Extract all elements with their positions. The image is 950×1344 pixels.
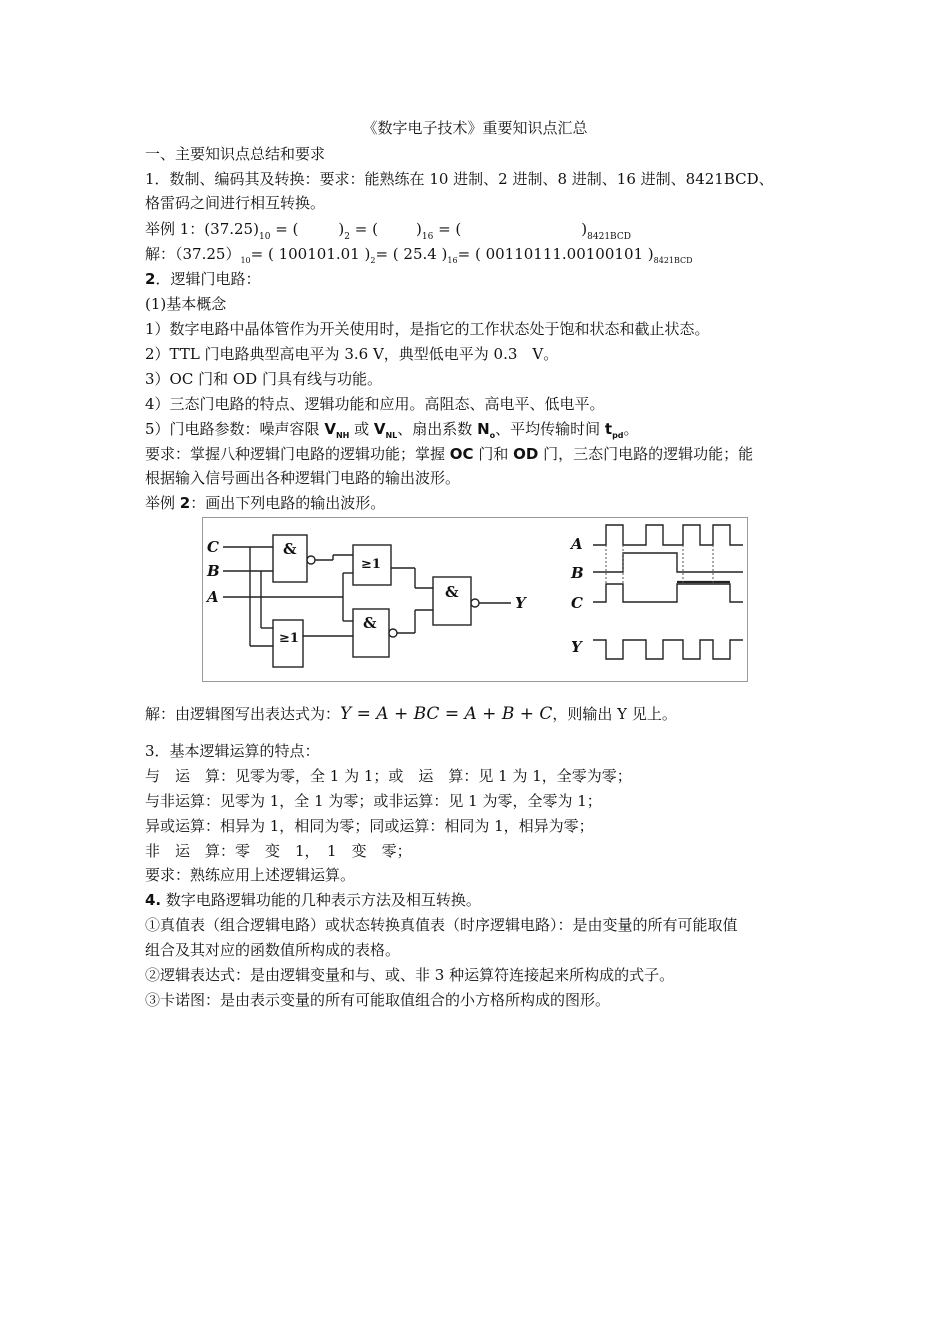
circuit-svg	[203, 518, 749, 683]
req-oc: OC	[449, 445, 474, 463]
example1-close-bcd: )	[581, 220, 588, 238]
item3-heading: 3．基本逻辑运算的特点：	[145, 742, 320, 760]
solution1-sub16: 16	[447, 256, 458, 265]
req-c: 门，三态门电路的逻辑功能；能	[538, 445, 754, 463]
item4-heading	[145, 890, 481, 910]
input-a-label: A	[207, 588, 219, 606]
example1	[145, 219, 631, 247]
example1-prefix: 举例 1：(37.25)	[145, 220, 259, 238]
p5-v2: V	[373, 420, 386, 438]
solution1-sub2: 2	[370, 256, 376, 265]
p5-end: 。	[623, 420, 639, 438]
item4-a2: 组合及其对应的函数值所构成的表格。	[145, 941, 401, 959]
wave-guides	[606, 545, 713, 584]
item2-basic: (1)基本概念	[145, 295, 227, 313]
p5-b: 、扇出系数	[397, 420, 478, 438]
wave-a-label: A	[571, 535, 583, 553]
wave-b-label: B	[571, 564, 584, 582]
item3-l5: 要求：熟练应用上述逻辑运算。	[145, 866, 356, 884]
solution1-prefix: 解：（37.25）	[145, 245, 241, 263]
solution1-bin: = ( 100101.01 )	[250, 245, 371, 263]
solution1-sub-bcd: 8421BCD	[653, 256, 693, 265]
nand2-label: &	[363, 614, 377, 632]
waveforms	[593, 525, 743, 659]
example1-eq2: = (	[354, 220, 378, 238]
solution2-formula: Y = A + BC = A + B + C	[340, 704, 553, 724]
io-labels	[205, 535, 584, 656]
item4-c: ③卡诺图：是由表示变量的所有可能取值组合的小方格所构成的图形。	[145, 991, 611, 1009]
item4-heading-num: 4.	[145, 891, 162, 909]
item2-p5	[145, 419, 639, 446]
p5-nh: NH	[335, 431, 350, 440]
ex2-b: ：画出下列电路的输出波形。	[190, 494, 386, 512]
nand1-label: &	[283, 540, 297, 558]
item3-l1: 与 运 算：见零为零，全 1 为 1；或 运 算：见 1 为 1，全零为零；	[145, 767, 632, 785]
ex2-num: 2	[179, 494, 191, 512]
example1-sub-bcd: 8421BCD	[587, 232, 631, 242]
document-title: 《数字电子技术》重要知识点汇总	[362, 119, 588, 137]
solution1-hex: = ( 25.4 )	[375, 245, 448, 263]
solution2-prefix: 解：由逻辑图写出表达式为：	[145, 705, 341, 723]
item4-b: ②逻辑表达式：是由逻辑变量和与、或、非 3 种运算符连接起来所构成的式子。	[145, 966, 675, 984]
gates	[273, 535, 479, 667]
item1-line2: 格雷码之间进行相互转换。	[145, 194, 326, 212]
waveform-b	[593, 553, 743, 572]
req-b: 门和	[473, 445, 514, 463]
item2-heading	[145, 269, 260, 289]
or1-label: ≥1	[361, 557, 381, 572]
item2-heading-num: 2	[145, 270, 156, 288]
example2	[145, 493, 385, 513]
item2-p1: 1）数字电路中晶体管作为开关使用时，是指它的工作状态处于饱和状态和截止状态。	[145, 320, 710, 338]
nand-bubble-2	[389, 629, 397, 637]
example1-close2: )	[338, 220, 345, 238]
example1-sub16: 16	[421, 232, 434, 242]
p5-nl: NL	[385, 431, 398, 440]
item1-line1: 1．数制、编码其及转换：要求：能熟练在 10 进制、2 进制、8 进制、16 进制、8421BCD、	[145, 170, 774, 188]
item4-a1: ①真值表（组合逻辑电路）或状态转换真值表（时序逻辑电路）：是由变量的所有可能取值	[145, 916, 738, 934]
item3-l4: 非 运 算：零 变 1， 1 变 零；	[145, 842, 412, 860]
waveform-c	[593, 584, 743, 602]
example1-close16: )	[415, 220, 422, 238]
or2-label: ≥1	[279, 631, 299, 646]
p5-v1: V	[324, 420, 336, 438]
nand-bubble-1	[307, 556, 315, 564]
ex2-a: 举例	[145, 494, 180, 512]
item2-requirement	[145, 444, 753, 464]
p5-t: t	[604, 420, 613, 438]
p5-or: 或	[349, 420, 374, 438]
input-c-label: C	[207, 538, 219, 556]
p5-a: 5）门电路参数：噪声容限	[145, 420, 325, 438]
item2-p3: 3）OC 门和 OD 门具有线与功能。	[145, 370, 382, 388]
item3-l2: 与非运算：见零为 1，全 1 为零；或非运算：见 1 为零，全零为 1；	[145, 792, 602, 810]
solution1	[145, 244, 693, 271]
wave-y-label: Y	[571, 638, 582, 656]
req-od: OD	[513, 445, 539, 463]
p5-o: o	[489, 431, 496, 440]
example1-eq3: = (	[438, 220, 462, 238]
item2-heading-text: ．逻辑门电路：	[155, 270, 261, 288]
example1-sub2: 2	[344, 232, 350, 242]
output-y-label: Y	[515, 594, 526, 612]
p5-pd: pd	[612, 431, 624, 440]
section-heading: 一、主要知识点总结和要求	[145, 145, 326, 163]
waveform-y	[593, 640, 743, 659]
circuit-figure	[202, 517, 748, 682]
item3-l3: 异或运算：相异为 1，相同为零；同或运算：相同为 1，相异为零；	[145, 817, 594, 835]
solution2	[145, 704, 677, 724]
solution2-suffix: ，则输出 Y 见上。	[552, 705, 677, 723]
solution1-sub10: 10	[240, 256, 251, 265]
item2-requirement-line2: 根据输入信号画出各种逻辑门电路的输出波形。	[145, 469, 461, 487]
item2-p2: 2）TTL 门电路典型高电平为 3.6 V，典型低电平为 0.3 V。	[145, 345, 559, 363]
req-a: 要求：掌握八种逻辑门电路的逻辑功能；掌握	[145, 445, 450, 463]
wave-c-label: C	[571, 594, 583, 612]
nand3-label: &	[445, 583, 459, 601]
waveform-a	[593, 525, 743, 545]
item4-heading-text: 数字电路逻辑功能的几种表示方法及相互转换。	[161, 891, 481, 909]
item2-p4: 4）三态门电路的特点、逻辑功能和应用。高阻态、高电平、低电平。	[145, 395, 605, 413]
nand-bubble-3	[471, 599, 479, 607]
example1-eq1: = (	[275, 220, 299, 238]
input-b-label: B	[207, 562, 220, 580]
p5-n: N	[477, 420, 490, 438]
example1-sub10: 10	[258, 232, 271, 242]
solution1-bcd: = ( 00110111.00100101 )	[457, 245, 654, 263]
p5-c: 、平均传输时间	[495, 420, 605, 438]
